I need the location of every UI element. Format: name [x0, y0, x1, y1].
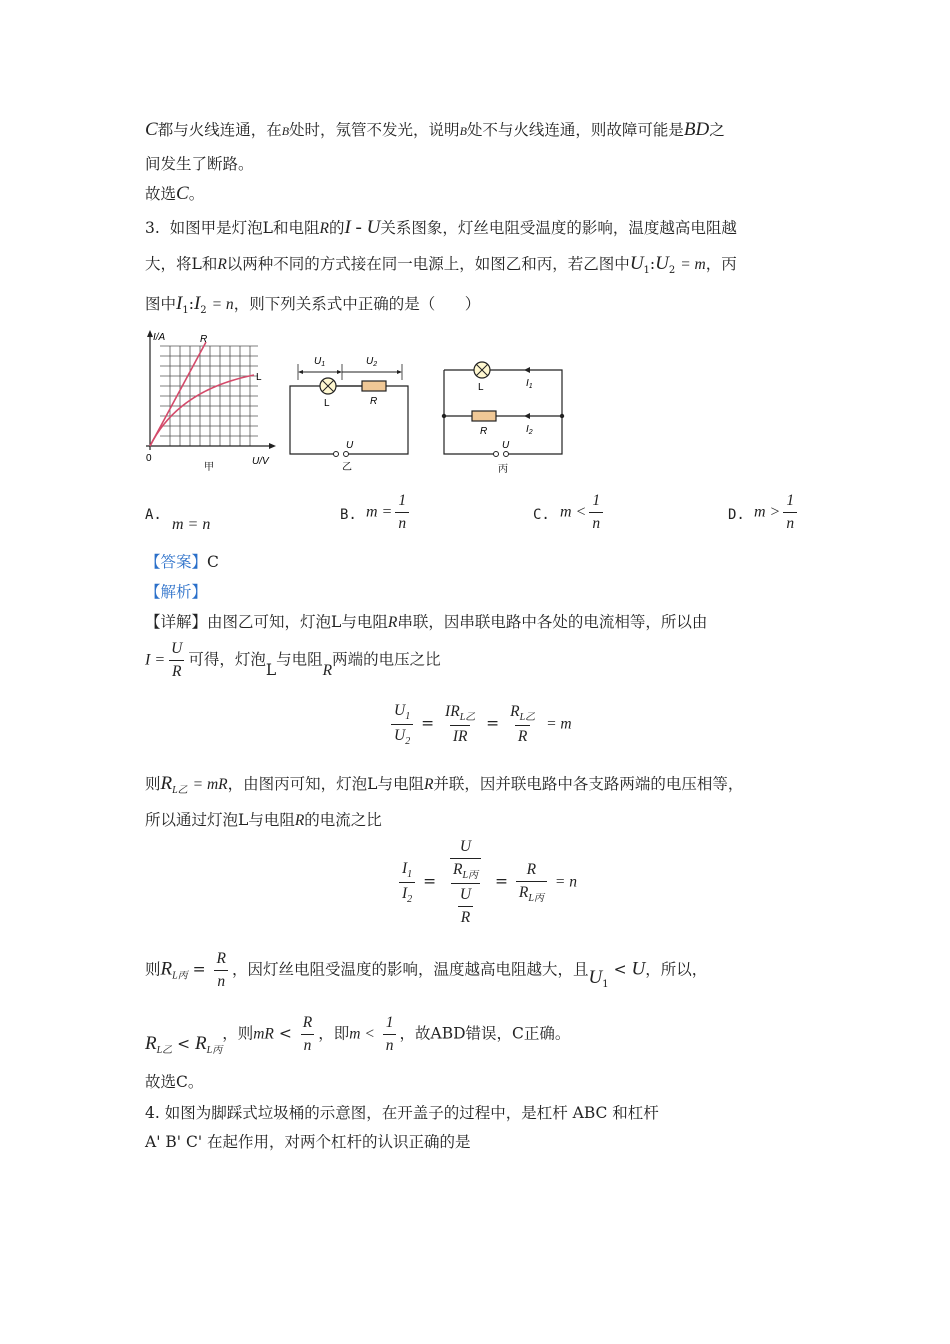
parallel-i2: $I_2$	[526, 424, 533, 436]
parallel-caption: 丙	[498, 464, 508, 475]
series-u1: $U_1$	[314, 356, 326, 368]
detail-line-2: I = $\frac{U}{R}$ 可得，灯泡L与电阻R两端的电压之比	[145, 640, 441, 680]
u2-arrow-r	[397, 370, 402, 374]
graph-x-arrow	[269, 443, 276, 449]
one-over-n-frac: $\frac{1}{n}$	[383, 1014, 397, 1055]
figure-graph-jia	[138, 328, 278, 473]
equation-current-ratio: $\frac{I_1}{I_2}$ = $\frac{\frac{U}{R_{L丙}}}{\frac{U}{R}}$ = $\frac{R}{R_{L丙}}$ = n	[396, 838, 577, 927]
option-c-frac: $\frac{1}{n}$	[589, 492, 603, 533]
prev-line-2: 间发生了断路。	[145, 155, 254, 173]
graph-grid	[160, 346, 258, 446]
eq2-frac-r: $\frac{R}{R_{L丙}}$	[516, 861, 547, 904]
eq2-compound-frac: $\frac{\frac{U}{R_{L丙}}}{\frac{U}{R}}$	[444, 838, 487, 927]
graph-r-label: R	[200, 334, 208, 345]
q3-stem-line-3: 图中$I_1:I_2 = n$，则下列关系式中正确的是（ ）	[145, 293, 481, 316]
series-source-label: U	[346, 440, 354, 451]
detail-line-3: 则$R_{L乙}$ = mR，由图丙可知，灯泡L与电阻R并联，因并联电路中各支路两端的电压相等，	[145, 773, 744, 796]
q4-line-2: A' B' C' 在起作用，对两个杠杆的认识正确的是	[145, 1133, 471, 1151]
u1-arrow-r	[337, 370, 342, 374]
parallel-i1: $I_1$	[526, 378, 533, 390]
q4-line-1: 4. 如图为脚踩式垃圾桶的示意图，在开盖子的过程中，是杠杆 ABC 和杠杆	[145, 1104, 659, 1122]
graph-l-label: L	[256, 372, 262, 383]
parallel-source-label: U	[502, 440, 510, 451]
parallel-resistor	[472, 411, 496, 421]
option-c-label[interactable]: C.	[533, 507, 550, 523]
option-d-frac: $\frac{1}{n}$	[783, 492, 797, 533]
parallel-resistor-label: R	[480, 426, 488, 437]
eq1-frac-u: $\frac{U_1}{U_2}$	[391, 702, 413, 747]
parallel-terminal-right	[504, 452, 509, 457]
answer-line: 【答案】C	[145, 553, 219, 571]
parallel-junction-right	[560, 414, 564, 418]
figure-parallel-bing	[438, 356, 568, 478]
option-c-expr[interactable]: m < $\frac{1}{n}$	[560, 492, 606, 533]
series-terminal-left	[334, 452, 339, 457]
i1-arrow	[524, 367, 530, 373]
eq1-frac-r: $\frac{R_{L乙}}{R}$	[510, 703, 536, 745]
q3-stem-line-2: 大，将L和R以两种不同的方式接在同一电源上，如图乙和丙，若乙图中$U_1:U_2 = m$，丙	[145, 253, 737, 276]
equation-voltage-ratio: $\frac{U_1}{U_2}$ = $\frac{IR_{L乙}}{IR}$ = $\frac{R_{L乙}}{R}$ = m	[388, 702, 572, 747]
final-answer: 故选C。	[145, 1073, 204, 1091]
q3-stem-line-1: 3. 如图甲是灯泡L和电阻R的I - U关系图象，灯丝电阻受温度的影响，温度越高电阻越	[145, 217, 737, 238]
parallel-junction-left	[442, 414, 446, 418]
graph-caption: 甲	[204, 462, 214, 473]
parallel-lamp-label: L	[478, 382, 484, 393]
option-b-label[interactable]: B.	[340, 507, 357, 523]
series-resistor	[362, 381, 386, 391]
figure-series-yi	[284, 350, 414, 475]
graph-origin: 0	[146, 453, 152, 464]
option-a-expr[interactable]: m = n	[172, 516, 211, 533]
mr-frac: $\frac{R}{n}$	[300, 1014, 315, 1055]
graph-x-label: U/V	[252, 456, 269, 467]
series-caption: 乙	[342, 462, 352, 473]
series-terminal-right	[344, 452, 349, 457]
detail-line-4: 所以通过灯泡L与电阻R的电流之比	[145, 811, 382, 829]
detail-line-5: 则$R_{L丙}$ = $\frac{R}{n}$ ，因灯丝电阻受温度的影响，温度越高电阻越大，且$U_1 < U$，所以，	[145, 950, 708, 990]
rl-frac: $\frac{R}{n}$	[214, 950, 229, 991]
option-d-label[interactable]: D.	[728, 507, 745, 523]
graph-y-label: I/A	[153, 332, 166, 343]
i2-arrow	[524, 413, 530, 419]
option-d-expr[interactable]: m > $\frac{1}{n}$	[754, 492, 800, 533]
analysis-tag: 【解析】	[145, 583, 208, 601]
prev-answer: 故选C。	[145, 183, 205, 204]
ohm-frac: $\frac{U}{R}$	[168, 640, 185, 681]
parallel-terminal-left	[494, 452, 499, 457]
option-b-expr[interactable]: m = $\frac{1}{n}$	[366, 492, 412, 533]
eq1-frac-ir: $\frac{IR_{L乙}}{IR}$	[445, 703, 476, 745]
series-u2: $U_2$	[366, 356, 378, 368]
series-resistor-label: R	[370, 396, 378, 407]
series-lamp-label: L	[324, 398, 330, 409]
prev-line-1: C都与火线连通，在B处时，氖管不发光，说明B处不与火线连通，则故障可能是BD之	[145, 119, 725, 140]
u1-arrow-l	[298, 370, 303, 374]
option-b-frac: $\frac{1}{n}$	[395, 492, 409, 533]
option-a-label[interactable]: A.	[145, 507, 162, 523]
detail-line-1: 【详解】由图乙可知，灯泡L与电阻R串联，因串联电路中各处的电流相等，所以由	[145, 613, 708, 631]
eq2-frac-i: $\frac{I_1}{I_2}$	[399, 860, 415, 905]
detail-line-6: $R_{L乙} < R_{L丙}$，则mR < $\frac{R}{n}$ ，即m < $\frac{1}{n}$ ，故ABD错误，C正确。	[145, 1014, 571, 1056]
